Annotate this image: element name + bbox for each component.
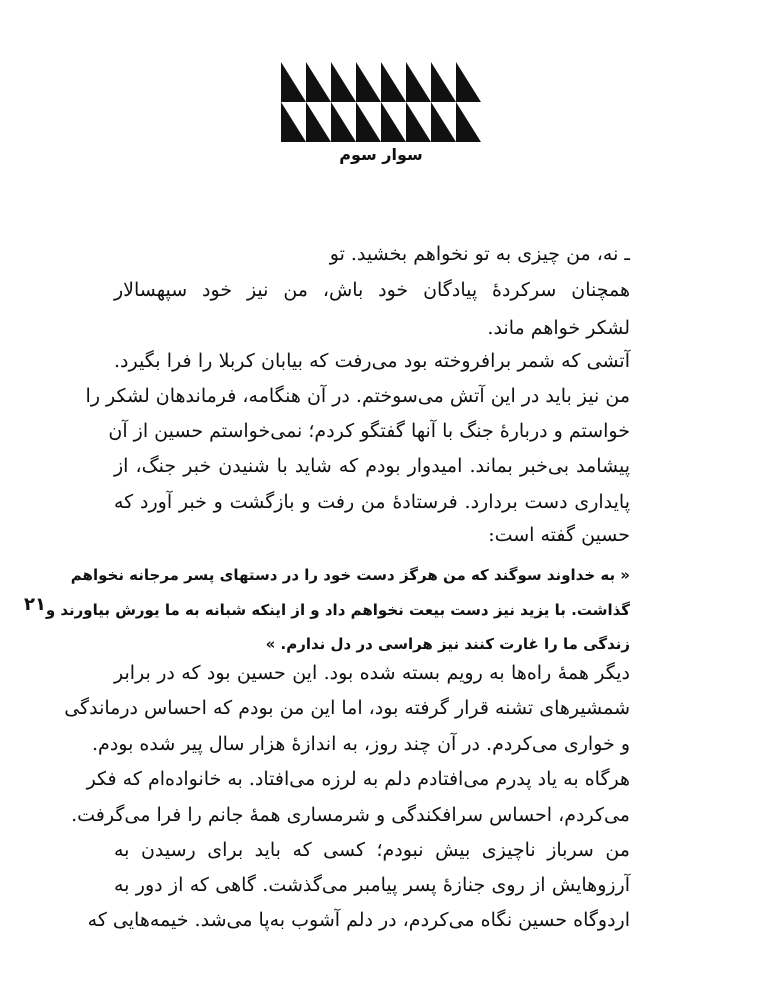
quote-line: « به خداوند سوگند که من هرگز دست خود را در دستهای پسر مرجانه نخواهم <box>70 566 630 584</box>
quote-line: زندگی ما را غارت کنند نیز هراسی در دل ندارم. » <box>265 635 630 653</box>
text-line: من نیز باید در این آتش می‌سوختم. در آن هنگامه، فرماندهان لشکر را <box>85 385 630 407</box>
text-line: آرزوهایش از روی جنازهٔ پسر پیامبر می‌گذشت. گاهی که از دور به <box>114 874 630 896</box>
text-line: اردوگاه حسین نگاه می‌کردم، در دلم آشوب به‌پا می‌شد. خیمه‌هایی که <box>87 909 630 931</box>
text-line: آتشی که شمر برافروخته بود می‌رفت که بیابان کربلا را فرا بگیرد. <box>114 350 630 372</box>
chapter-title: سوار سوم <box>339 145 423 164</box>
text-line: هرگاه به یاد پدرم می‌افتادم دلم به لرزه می‌افتاد. به خانواده‌ام که فکر <box>86 768 630 790</box>
text-line: پایداری دست بردارد. فرستادهٔ من رفت و بازگشت و خبر آورد که <box>114 491 630 513</box>
triangle-ornament-icon <box>281 62 481 142</box>
text-line: می‌کردم، احساس سرافکندگی و شرمساری همهٔ جانم را فرا می‌گرفت. <box>71 804 630 826</box>
text-line: دیگر همهٔ راه‌ها به رویم بسته شده بود. این حسین بود که در برابر <box>114 662 630 684</box>
text-line: پیشامد بی‌خبر بماند. امیدوار بودم که شاید با شنیدن خبر جنگ، از <box>114 455 630 477</box>
text-line: خواستم و دربارهٔ جنگ با آنها گفتگو کردم؛ نمی‌خواستم حسین از آن <box>108 420 630 442</box>
page-number: ۲۱ <box>24 594 46 615</box>
text-line: حسین گفته است: <box>488 524 630 546</box>
text-line: و خواری می‌کردم. در آن چند روز، به اندازهٔ هزار سال پیر شده بودم. <box>92 733 630 755</box>
text-line: ـ نه، من چیزی به تو نخواهم بخشید. تو <box>329 243 630 265</box>
text-line: همچنان سرکردهٔ پیادگان خود باش، من نیز خود سپهسالار <box>114 279 630 301</box>
text-line: لشکر خواهم ماند. <box>487 317 630 339</box>
text-line: من سرباز ناچیزی بیش نبودم؛ کسی که باید برای رسیدن به <box>114 839 630 861</box>
text-line: شمشیرهای تشنه قرار گرفته بود، اما این من بودم که احساس درماندگی <box>64 697 630 719</box>
quote-line: گذاشت. با یزید نیز دست بیعت نخواهم داد و از اینکه شبانه به ما یورش بیاورند و <box>45 601 630 619</box>
